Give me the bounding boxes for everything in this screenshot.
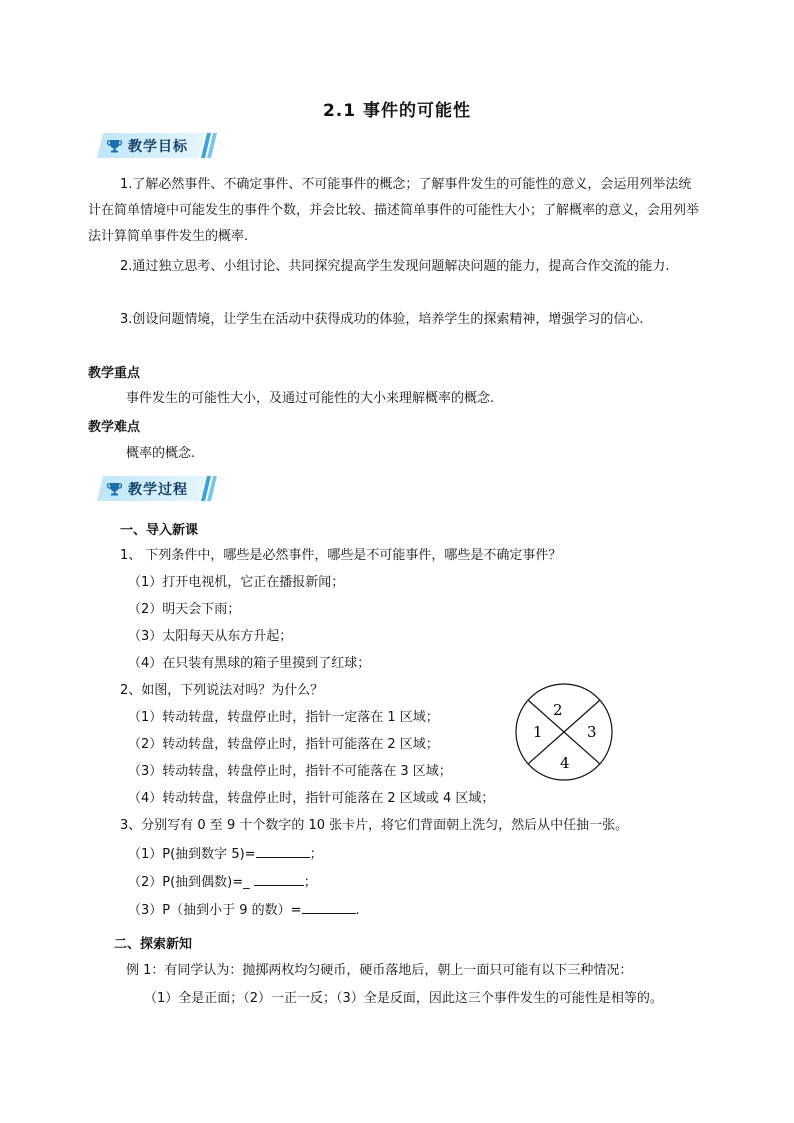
difficulty-heading: 教学难点 [88,420,141,435]
q2-item: （3）转动转盘，转盘停止时，指针不可能落在 3 区域； [128,764,452,779]
explore-heading: 二、探索新知 [114,937,193,952]
section-label: 教学过程 [128,482,188,498]
spinner-label: 2 [553,701,563,719]
q3-item-text: （3）P（抽到小于 9 的数）= [128,903,302,918]
spinner-diagram [514,682,614,782]
q3-item [128,898,360,924]
q3-item-end: ； [303,875,317,890]
key-point-heading: 教学重点 [88,366,141,381]
example-1-cont: （1）全是正面；（2）一正一反；（3）全是反面，因此这三个事件发生的可能性是相等的。 [144,991,663,1006]
q1-item: （2）明天会下雨； [128,602,241,617]
objective-3: 3.创设问题情境，让学生在活动中获得成功的体验，培养学生的探索精神，增强学习的信心. [120,312,644,327]
answer-blank[interactable] [302,901,356,914]
section-header-objectives [97,133,219,158]
q1-item: （4）在只装有黑球的箱子里摸到了红球； [128,656,371,671]
section-header-process [97,476,219,501]
question-3: 3、分别写有 0 至 9 十个数字的 10 张卡片，将它们背面朝上洗匀，然后从中任抽一张。 [120,818,629,833]
q3-item-text: （1）P(抽到数字 5)= [128,847,256,862]
q2-item: （4）转动转盘，转盘停止时，指针可能落在 2 区域或 4 区域； [128,791,495,806]
section-label: 教学目标 [128,139,188,155]
q1-item: （3）太阳每天从东方升起； [128,629,293,644]
q3-item [128,870,317,896]
page-title: 2.1 事件的可能性 [322,101,472,121]
difficulty-text: 概率的概念. [126,446,196,461]
key-point-text: 事件发生的可能性大小，及通过可能性的大小来理解概率的概念. [126,391,495,406]
question-1: 1、 下列条件中，哪些是必然事件，哪些是不可能事件，哪些是不确定事件？ [120,548,562,563]
objective-2: 2.通过独立思考、小组讨论、共同探究提高学生发现问题解决问题的能力，提高合作交流的能力. [120,259,670,274]
q2-item: （2）转动转盘，转盘停止时，指针可能落在 2 区域； [128,737,439,752]
spinner-label: 1 [533,723,543,741]
example-1: 例 1：有同学认为：抛掷两枚均匀硬币，硬币落地后，朝上一面只可能有以下三种情况： [126,963,633,978]
objective-1: 1.了解必然事件、不确定事件、不可能事件的概念；了解事件发生的可能性的意义，会运用列举法统计在简单情境中可能发生的事件个数，并会比较、描述简单事件的可能性大小；了解概率的意义，会用列举法计算简单事件发生的概率. [88,177,700,244]
q3-item-end: ； [309,847,323,862]
spinner-label: 3 [587,723,597,741]
q3-item [128,842,323,868]
spinner-label: 4 [560,754,570,772]
answer-blank[interactable] [256,845,310,858]
q3-item-end: . [355,903,360,918]
intro-heading: 一、导入新课 [120,523,199,538]
q3-item-text: （2）P(抽到偶数)=_ [128,875,254,890]
answer-blank[interactable] [254,873,304,886]
question-2: 2、如图，下列说法对吗？为什么？ [120,683,324,698]
q1-item: （1）打开电视机，它正在播报新闻； [128,575,345,590]
trophy-icon [107,138,122,153]
q2-item: （1）转动转盘，转盘停止时，指针一定落在 1 区域； [128,710,439,725]
trophy-icon [107,481,122,496]
